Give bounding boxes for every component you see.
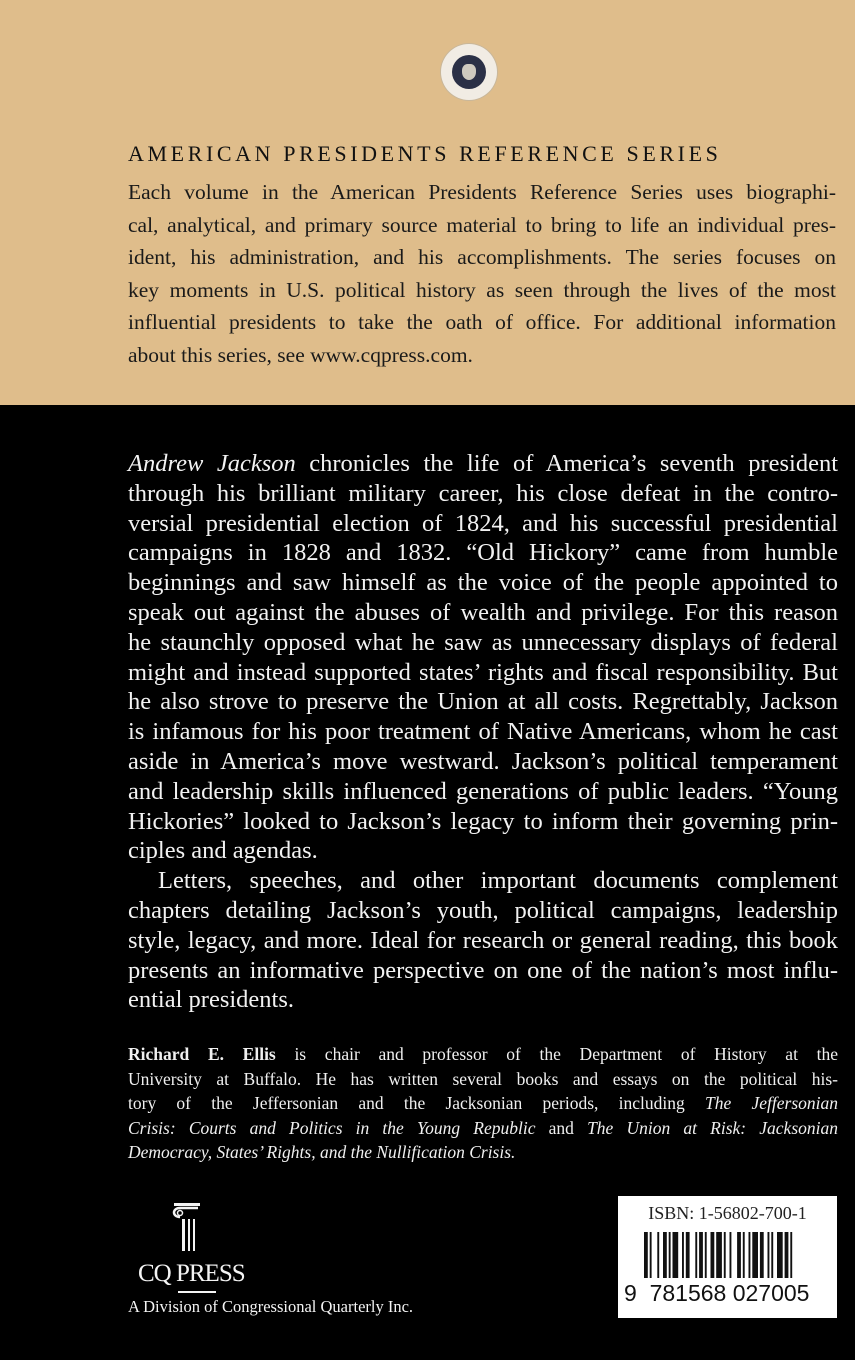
text-line: and bbox=[535, 1117, 588, 1138]
author-name: Richard E. Ellis bbox=[128, 1044, 276, 1064]
text-line: Hickories” looked to Jackson’s legacy to inform their governing prin- bbox=[128, 807, 838, 835]
text-line: chapters detailing Jackson’s youth, political campaigns, leadership bbox=[128, 896, 838, 924]
book-reference: The Jeffersonian bbox=[704, 1093, 838, 1113]
text-line: he also strove to preserve the Union at all costs. Regrettably, Jackson bbox=[128, 688, 838, 716]
text-line: is chair and professor of the Department of History at the bbox=[275, 1044, 838, 1064]
barcode-bar bbox=[711, 1232, 715, 1278]
series-title: AMERICAN PRESIDENTS REFERENCE SERIES bbox=[128, 141, 722, 166]
text-line: speak out against the abuses of wealth and privilege. For this reason bbox=[128, 598, 838, 626]
barcode-bar bbox=[644, 1232, 648, 1278]
logo-underline bbox=[178, 1291, 216, 1293]
book-reference: The Union at Risk: Jacksonian bbox=[587, 1117, 838, 1138]
barcode-bar bbox=[768, 1232, 770, 1278]
barcode-bar bbox=[705, 1232, 707, 1278]
publisher-division: A Division of Congressional Quarterly Inc. bbox=[128, 1297, 414, 1316]
barcode-bar bbox=[657, 1232, 659, 1278]
text-line: and leadership skills influenced generations of public leaders. “Young bbox=[128, 777, 838, 805]
text-line: influential presidents to take the oath of office. For additional information bbox=[128, 310, 836, 334]
text-line: presents an informative perspective on one of the nation’s most influ- bbox=[128, 956, 838, 984]
text-line: about this series, see www.cqpress.com. bbox=[128, 342, 473, 367]
barcode-bar bbox=[724, 1232, 726, 1278]
book-title: Andrew Jackson bbox=[128, 450, 296, 477]
logo-text: CQ PRESS bbox=[138, 1260, 245, 1287]
barcode-bar bbox=[669, 1232, 671, 1278]
text-line: aside in America’s move westward. Jackson’s political temperament bbox=[128, 747, 838, 775]
barcode-bar bbox=[752, 1232, 758, 1278]
text-line: might and instead supported states’ rights and fiscal responsibility. But bbox=[128, 658, 838, 686]
barcode-bar bbox=[777, 1232, 783, 1278]
barcode-bar bbox=[682, 1232, 684, 1278]
barcode-bar bbox=[686, 1232, 690, 1278]
barcode-bar bbox=[650, 1232, 652, 1278]
text-line: Letters, speeches, and other important documents complement bbox=[158, 867, 838, 895]
barcode-bars bbox=[644, 1232, 826, 1278]
presidential-seal-icon bbox=[441, 44, 497, 100]
text-line: Each volume in the American Presidents Reference Series uses biographi- bbox=[128, 180, 836, 204]
book-reference: Crisis: Courts and Politics in the Young Republic bbox=[128, 1117, 536, 1138]
isbn-barcode bbox=[618, 1196, 837, 1318]
isbn-label: ISBN: 1-56802-700-1 bbox=[648, 1203, 807, 1223]
barcode-bar bbox=[790, 1232, 792, 1278]
author-bio bbox=[128, 1042, 838, 1165]
barcode-bar bbox=[730, 1232, 732, 1278]
text-line: ciples and agendas. bbox=[128, 837, 318, 865]
text-line: key moments in U.S. political history as seen through the lives of the most bbox=[128, 277, 836, 302]
series-panel bbox=[0, 0, 855, 405]
barcode-bar bbox=[716, 1232, 722, 1278]
text-line: cal, analytical, and primary source material to bring to life an individual pres- bbox=[128, 212, 836, 237]
ean-digit: 9 bbox=[624, 1280, 637, 1306]
text-line: ident, his administration, and his accomplishments. The series focuses on bbox=[128, 245, 836, 269]
barcode-bar bbox=[785, 1232, 789, 1278]
column-icon bbox=[170, 1203, 202, 1253]
text-line: campaigns in 1828 and 1832. “Old Hickory” came from humble bbox=[128, 539, 838, 567]
text-line: he staunchly opposed what he saw as unnecessary displays of federal bbox=[128, 628, 838, 656]
barcode-bar bbox=[673, 1232, 679, 1278]
ean-group: 027005 bbox=[732, 1280, 810, 1306]
book-description bbox=[128, 449, 838, 1015]
text-line: tory of the Jeffersonian and the Jacksonian periods, including bbox=[128, 1093, 705, 1113]
barcode-bar bbox=[771, 1232, 773, 1278]
text-line: chronicles the life of America’s seventh president bbox=[295, 450, 838, 477]
text-line: beginnings and saw himself as the voice of the people appointed to bbox=[128, 569, 838, 597]
book-reference: Democracy, States’ Rights, and the Nullification Crisis. bbox=[128, 1142, 516, 1162]
text-line: versial presidential election of 1824, and his successful presidential bbox=[128, 509, 838, 537]
barcode-bar bbox=[743, 1232, 745, 1278]
barcode-bar bbox=[760, 1232, 764, 1278]
series-description bbox=[128, 176, 836, 371]
barcode-bar bbox=[663, 1232, 667, 1278]
text-line: style, legacy, and more. Ideal for research or general reading, this book bbox=[128, 926, 838, 954]
ean-number bbox=[624, 1280, 809, 1307]
barcode-bar bbox=[737, 1232, 741, 1278]
text-line: University at Buffalo. He has written several books and essays on the political his- bbox=[128, 1068, 838, 1089]
ean-group: 781568 bbox=[649, 1280, 727, 1306]
barcode-bar bbox=[695, 1232, 697, 1278]
text-line: through his brilliant military career, his close defeat in the contro- bbox=[128, 479, 838, 507]
barcode-bar bbox=[749, 1232, 751, 1278]
barcode-bar bbox=[699, 1232, 703, 1278]
text-line: is infamous for his poor treatment of Native Americans, whom he cast bbox=[128, 718, 838, 746]
text-line: ential presidents. bbox=[128, 986, 295, 1014]
